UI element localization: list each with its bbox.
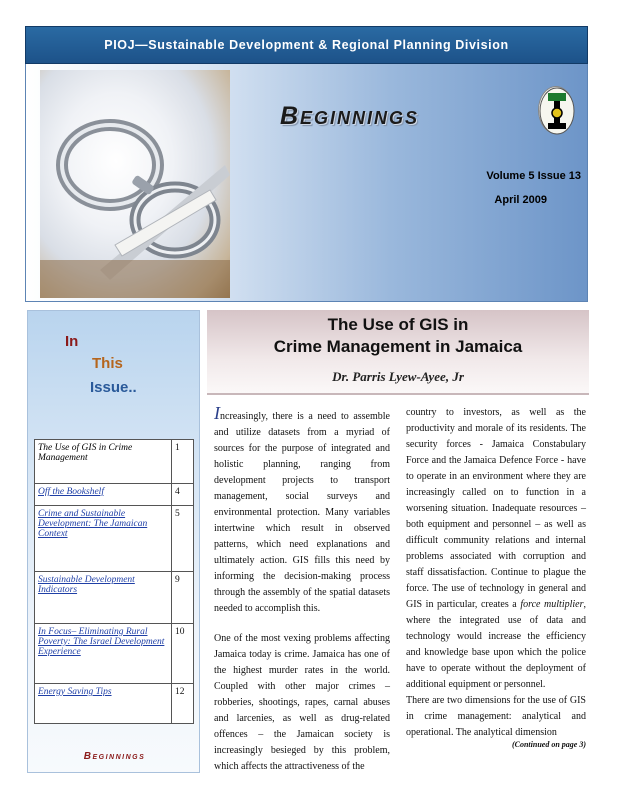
in-this-issue-sidebar (27, 310, 200, 773)
emphasis-text: force multiplier (520, 599, 584, 610)
table-row[interactable] (35, 484, 194, 506)
toc-title[interactable]: Sustainable Development Indicators (35, 572, 172, 624)
continued-note[interactable]: (Continued on page 3) (511, 740, 586, 749)
paragraph: One of the most vexing problems affecting Jamaica today is crime. Jamaica has one of the highest murder rates in the world. Coupled with other major crimes – robberies, shootings, rapes, carnal abuses and larcenies, as well as drug-related offences – the Jamaican society is increasingly besieged by this problem, which affects the attractiveness of the (214, 633, 390, 772)
issue-date: April 2009 (494, 194, 547, 206)
table-row[interactable] (35, 624, 194, 684)
toc-page: 4 (172, 484, 194, 506)
article-column-1 (214, 405, 390, 789)
heading-word-issue: Issue.. (90, 379, 137, 396)
paragraph-text: , where the integrated use of data and technology would increase the efficiency and knowledge base upon which the police have to operate without the deployment of additional equipment or personnel. (406, 599, 586, 690)
article-column-2 (406, 405, 586, 755)
table-row[interactable] (35, 572, 194, 624)
paragraph (214, 405, 390, 617)
pioj-logo-icon (538, 86, 574, 134)
toc-page: 12 (172, 684, 194, 724)
table-row[interactable] (35, 506, 194, 572)
article-title (207, 314, 589, 358)
handcuffs-photo (40, 70, 230, 298)
toc-page: 10 (172, 624, 194, 684)
toc-title[interactable]: Crime and Sustainable Development: The Jamaican Context (35, 506, 172, 572)
toc-page: 5 (172, 506, 194, 572)
volume-issue: Volume 5 Issue 13 (486, 170, 581, 182)
toc-page: 1 (172, 440, 194, 484)
toc-title[interactable]: Energy Saving Tips (35, 684, 172, 724)
paragraph-text: ncreasingly, there is a need to assemble and utilize datasets from a myriad of sources for the purpose of integrated and holistic planning, ranging from development projects to transport management, social surveys and environmental protection. Many variables intertwine which result in observed patterns, which need explanations and ultimately action. GIS fills this need by informing the decision-making process through the assembly of the spatial datasets needed to accomplish this. (214, 411, 390, 614)
newsletter-title: Beginnings (280, 102, 420, 130)
paragraph: There are two dimensions for the use of GIS in crime management: analytical and operational. The analytical dimension (406, 695, 586, 738)
toc-page: 9 (172, 572, 194, 624)
drop-cap: I (214, 403, 220, 423)
article-header (207, 310, 589, 395)
table-row[interactable] (35, 440, 194, 484)
table-of-contents (34, 439, 194, 724)
division-banner (25, 26, 588, 64)
toc-title[interactable]: In Focus– Eliminating Rural Poverty: The Israel Development Experience (35, 624, 172, 684)
heading-word-this: This (92, 355, 123, 372)
article-title-line2: Crime Management in Jamaica (273, 337, 523, 356)
article-title-line1: The Use of GIS in (327, 315, 469, 334)
table-row[interactable] (35, 684, 194, 724)
masthead (25, 64, 588, 302)
paragraph (406, 405, 586, 693)
sidebar-footer-title: Beginnings (83, 751, 146, 762)
toc-title[interactable]: Off the Bookshelf (35, 484, 172, 506)
handcuffs-illustration (40, 70, 230, 298)
toc-title[interactable]: The Use of GIS in Crime Management (35, 440, 172, 484)
heading-word-in: In (65, 333, 79, 350)
paragraph-text: country to investors, as well as the productivity and morale of its residents. The security forces - Jamaica Constabulary Force and the Jamaica Defence Force - have to operate in an environment where they are increasingly called on to function in a worsening situation. Inadequate resources – both equipment and personnel – as well as difficult community relations and internal problems associated with corruption and staff dissatisfaction. Continue to plague the force. The use of technology in general and GIS in particular, creates a (406, 407, 586, 610)
division-text: PIOJ—Sustainable Development & Regional Planning Division (104, 38, 509, 52)
article-author: Dr. Parris Lyew-Ayee, Jr (332, 369, 464, 384)
